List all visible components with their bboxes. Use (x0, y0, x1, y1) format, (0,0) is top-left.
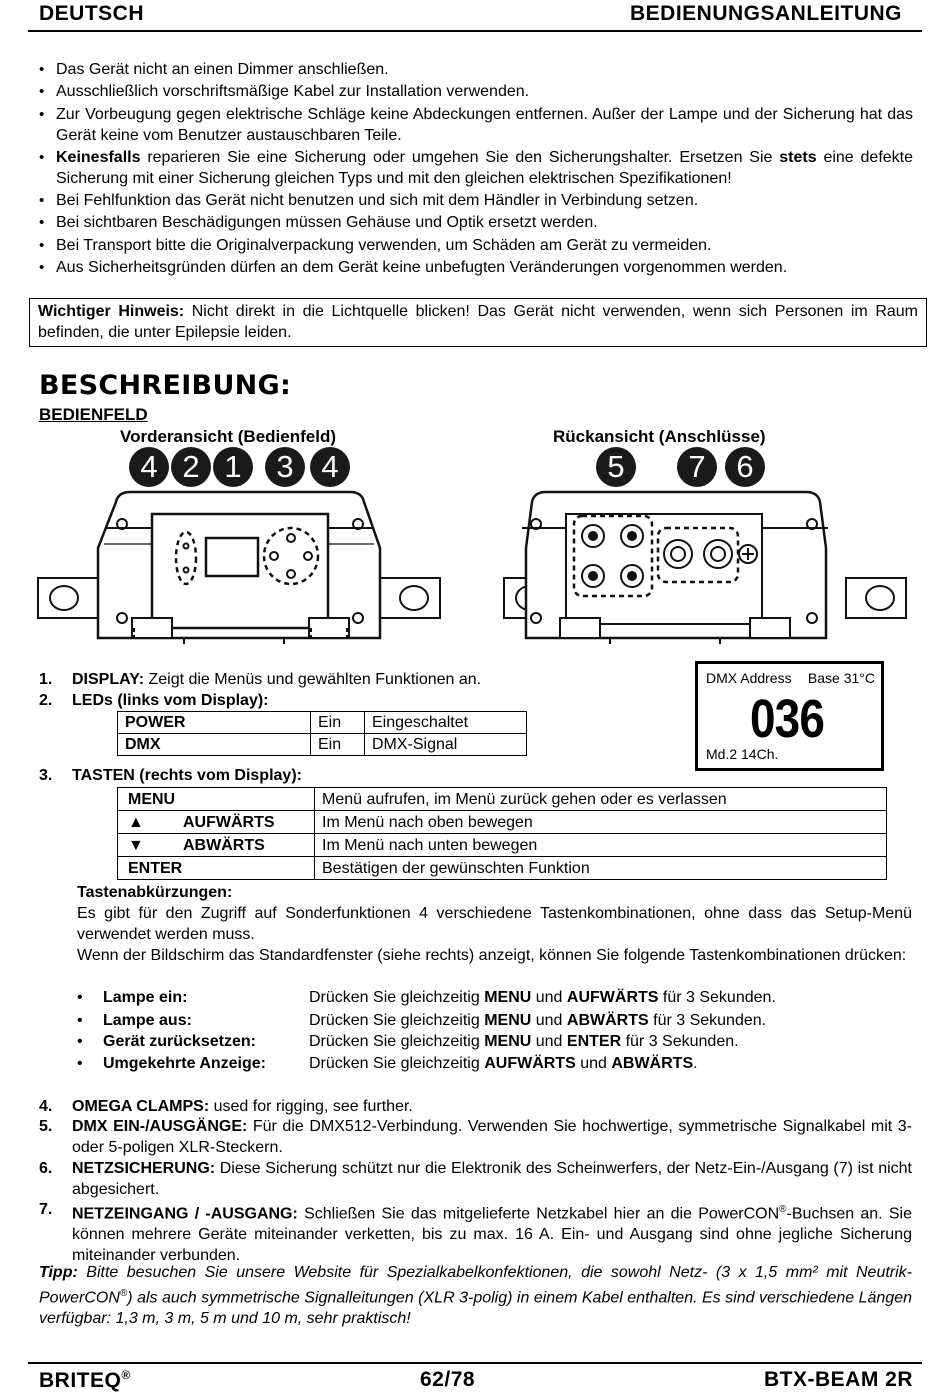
item-1 (39, 669, 659, 690)
list-item: • Aus Sicherheitsgründen dürfen an dem Gerät keine unbefugten Veränderungen vorgenommen werden. (29, 257, 913, 278)
item-6 (39, 1158, 912, 1200)
display-address-label: DMX Address (706, 670, 792, 686)
combo-label: Lampe aus: (103, 1012, 192, 1029)
text: Drücken Sie gleichzeitig (309, 1055, 485, 1072)
text: eine defekte Sicherung mit einer Sicherung gleichen Typs und mit den gleichen elektrischen Spezifikationen! (56, 148, 914, 187)
key-cell (118, 834, 315, 857)
shortcuts-title: Tastenabkürzungen: (77, 884, 233, 901)
list-item: • Bei Fehlfunktion das Gerät nicht benutzen und sich mit dem Händler in Verbindung setzen. (29, 190, 913, 211)
key-name: AUFWÄRTS (183, 813, 275, 831)
header-left: DEUTSCH (39, 2, 145, 25)
important-label: Wichtiger Hinweis: (38, 303, 185, 320)
led-meaning: DMX-Signal (365, 734, 527, 756)
list-item: • Ausschließlich vorschriftsmäßige Kabel zur Installation verwenden. (29, 81, 913, 102)
list-item: • Das Gerät nicht an einen Dimmer anschließen. (29, 59, 913, 80)
combo-text (309, 1053, 698, 1074)
key-name: ENTER (128, 859, 183, 877)
front-caption: Vorderansicht (Bedienfeld) (120, 427, 336, 446)
key: MENU (484, 989, 532, 1006)
item-text: Für die DMX512-Verbindung. Verwenden Sie hochwertige, symmetrische Signalkabel mit 3- oder 5-poligen XLR-Steckern. (72, 1118, 912, 1156)
key-desc: Menü aufrufen, im Menü zurück gehen oder es verlassen (315, 788, 887, 811)
item-label: LEDs (links vom Display): (72, 692, 269, 709)
key-cell (118, 811, 315, 834)
footer-brand (39, 1368, 131, 1393)
table-row (118, 734, 527, 756)
text: Drücken Sie gleichzeitig (309, 1012, 485, 1029)
emph: stets (779, 148, 817, 166)
item-text: -Buchsen an. Sie können mehrere Geräte miteinander verketten, bis zu max. 16 A. Ein- und Ausgang sind ohne jegliche Sicherung miteinander verbunden. (72, 1205, 913, 1265)
key-cell (118, 788, 315, 811)
front-view-illustration (34, 488, 444, 648)
item-text: Diese Sicherung schützt nur die Elektronik des Scheinwerfers, der Netz-Ein-/Ausgang (7) ist nicht abgesichert. (72, 1160, 912, 1198)
item-number: 5. (39, 1118, 53, 1135)
list-item (29, 147, 913, 189)
led-name: DMX (118, 734, 311, 756)
text: und (531, 1012, 567, 1029)
combo-label: Umgekehrte Anzeige: (103, 1055, 266, 1072)
item-7 (39, 1199, 912, 1266)
item-number: 4. (39, 1098, 53, 1115)
tip-text: Bitte besuchen Sie unsere Website für Spezialkabelkonfektionen, die sowohl Netz- (3 x 1,5 mm² mit Neutrik-PowerCON (39, 1264, 912, 1307)
callout-7: 7 (677, 447, 717, 487)
combo-text (309, 1031, 739, 1052)
key-cell (118, 857, 315, 880)
text: Drücken Sie gleichzeitig (309, 989, 485, 1006)
led-meaning: Eingeschaltet (365, 712, 527, 734)
header-right: BEDIENUNGSANLEITUNG (629, 2, 902, 25)
rear-caption: Rückansicht (Anschlüsse) (553, 427, 766, 446)
item-number: 6. (39, 1160, 53, 1177)
important-note (29, 298, 927, 347)
item-label: TASTEN (rechts vom Display): (72, 767, 302, 784)
item-label: OMEGA CLAMPS: (72, 1098, 210, 1115)
callout-6: 6 (725, 447, 765, 487)
key: AUFWÄRTS (484, 1055, 576, 1072)
item-label: NETZSICHERUNG: (72, 1160, 216, 1177)
keys-table (117, 787, 887, 880)
callout-4b: 4 (310, 447, 350, 487)
item-2 (39, 690, 659, 711)
callout-3: 3 (265, 447, 305, 487)
registered-mark: ® (779, 1204, 787, 1215)
key-symbol: ▼ (128, 836, 144, 854)
item-number: 2. (39, 692, 53, 709)
table-row (118, 788, 887, 811)
text: und (531, 989, 567, 1006)
item-5 (39, 1116, 912, 1158)
table-row (118, 857, 887, 880)
text: . (693, 1055, 698, 1072)
led-state: Ein (311, 712, 365, 734)
item-number: 1. (39, 671, 53, 688)
display-mode: Md.2 14Ch. (706, 746, 779, 762)
led-table (117, 711, 527, 756)
callout-5: 5 (596, 447, 636, 487)
combo-text (309, 1010, 766, 1031)
footer-rule (28, 1362, 922, 1364)
table-row (118, 712, 527, 734)
led-name: POWER (118, 712, 311, 734)
table-row (118, 834, 887, 857)
footer-page: 62/78 (420, 1368, 476, 1391)
led-state: Ein (311, 734, 365, 756)
tip-label: Tipp: (39, 1264, 78, 1281)
key-name: MENU (128, 790, 176, 808)
key-desc: Im Menü nach unten bewegen (315, 834, 887, 857)
header-rule (28, 30, 922, 32)
item-text: Zeigt die Menüs und gewählten Funktionen an. (144, 671, 482, 688)
subsection-title: BEDIENFELD (39, 405, 148, 424)
section-title: BESCHREIBUNG: (39, 370, 292, 401)
text: und (531, 1033, 567, 1050)
combo-text (309, 987, 776, 1008)
item-3 (39, 765, 659, 786)
key: ENTER (566, 1033, 622, 1050)
safety-list (29, 59, 913, 279)
key: MENU (484, 1012, 532, 1029)
item-number: 3. (39, 767, 53, 784)
brand-name: BRITEQ (39, 1369, 122, 1392)
emph: Keinesfalls (56, 148, 141, 166)
callout-2: 2 (171, 447, 211, 487)
key-symbol: ▲ (128, 813, 144, 831)
combo-label: Lampe ein: (103, 989, 188, 1006)
display-base-temp: Base 31°C (807, 670, 875, 686)
key-desc: Im Menü nach oben bewegen (315, 811, 887, 834)
key: MENU (484, 1033, 532, 1050)
footer-model: BTX-BEAM 2R (763, 1368, 913, 1391)
text: und (575, 1055, 612, 1072)
item-text: used for rigging, see further. (209, 1098, 413, 1115)
rear-view-illustration (500, 488, 940, 648)
registered-mark: ® (119, 1288, 128, 1299)
display-preview (695, 661, 884, 771)
text: reparieren Sie eine Sicherung oder umgehen Sie den Sicherungshalter. Ersetzen Sie (140, 148, 780, 166)
key: ABWÄRTS (611, 1055, 694, 1072)
item-label: NETZEINGANG / -AUSGANG: (72, 1205, 298, 1223)
text: für 3 Sekunden. (658, 989, 776, 1006)
item-label: DISPLAY: (72, 671, 145, 688)
tip-text: ) als auch symmetrische Signalleitungen (XLR 3-polig) in einem Kabel enthalten. Es sind verschiedene Längen verfügbar: 1,3 m, 3 m, 5 m und 10 m, sehr praktisch! (39, 1289, 912, 1328)
text: Drücken Sie gleichzeitig (309, 1033, 485, 1050)
key-name: ABWÄRTS (183, 836, 265, 854)
list-item: • Bei sichtbaren Beschädigungen müssen Gehäuse und Optik ersetzt werden. (29, 212, 913, 233)
shortcuts-intro: Es gibt für den Zugriff auf Sonderfunktionen 4 verschiedene Tastenkombinationen, ohne dass das Setup-Menü verwendet werden muss. (77, 905, 912, 943)
text: für 3 Sekunden. (648, 1012, 767, 1029)
item-text: Schließen Sie das mitgelieferte Netzkabel hier an die PowerCON (297, 1205, 780, 1223)
display-value: 036 (750, 689, 825, 749)
table-row (118, 811, 887, 834)
registered-mark: ® (121, 1368, 131, 1382)
tip (39, 1262, 912, 1329)
combo-label: Gerät zurücksetzen: (103, 1033, 256, 1050)
list-item: • Zur Vorbeugung gegen elektrische Schläge keine Abdeckungen entfernen. Außer der Lampe und der Sicherung hat das Gerät keine vom Benutzer austauschbaren Teile. (29, 104, 913, 146)
list-item: • Bei Transport bitte die Originalverpackung verwenden, um Schäden am Gerät zu vermeiden. (29, 235, 913, 256)
item-label: DMX EIN-/AUSGÄNGE: (72, 1118, 248, 1135)
callout-1: 1 (213, 447, 253, 487)
shortcuts-instructions: Wenn der Bildschirm das Standardfenster (siehe rechts) anzeigt, können Sie folgende Tastenkombinationen drücken: (77, 947, 907, 964)
item-number: 7. (39, 1201, 53, 1218)
item-4 (39, 1096, 912, 1117)
callout-4: 4 (129, 447, 169, 487)
key-desc: Bestätigen der gewünschten Funktion (315, 857, 887, 880)
important-text: Nicht direkt in die Lichtquelle blicken! Das Gerät nicht verwenden, wenn sich Personen im Raum befinden, die unter Epilepsie leiden. (38, 303, 918, 341)
key: ABWÄRTS (566, 1012, 649, 1029)
text: für 3 Sekunden. (621, 1033, 739, 1050)
key: AUFWÄRTS (566, 989, 659, 1006)
